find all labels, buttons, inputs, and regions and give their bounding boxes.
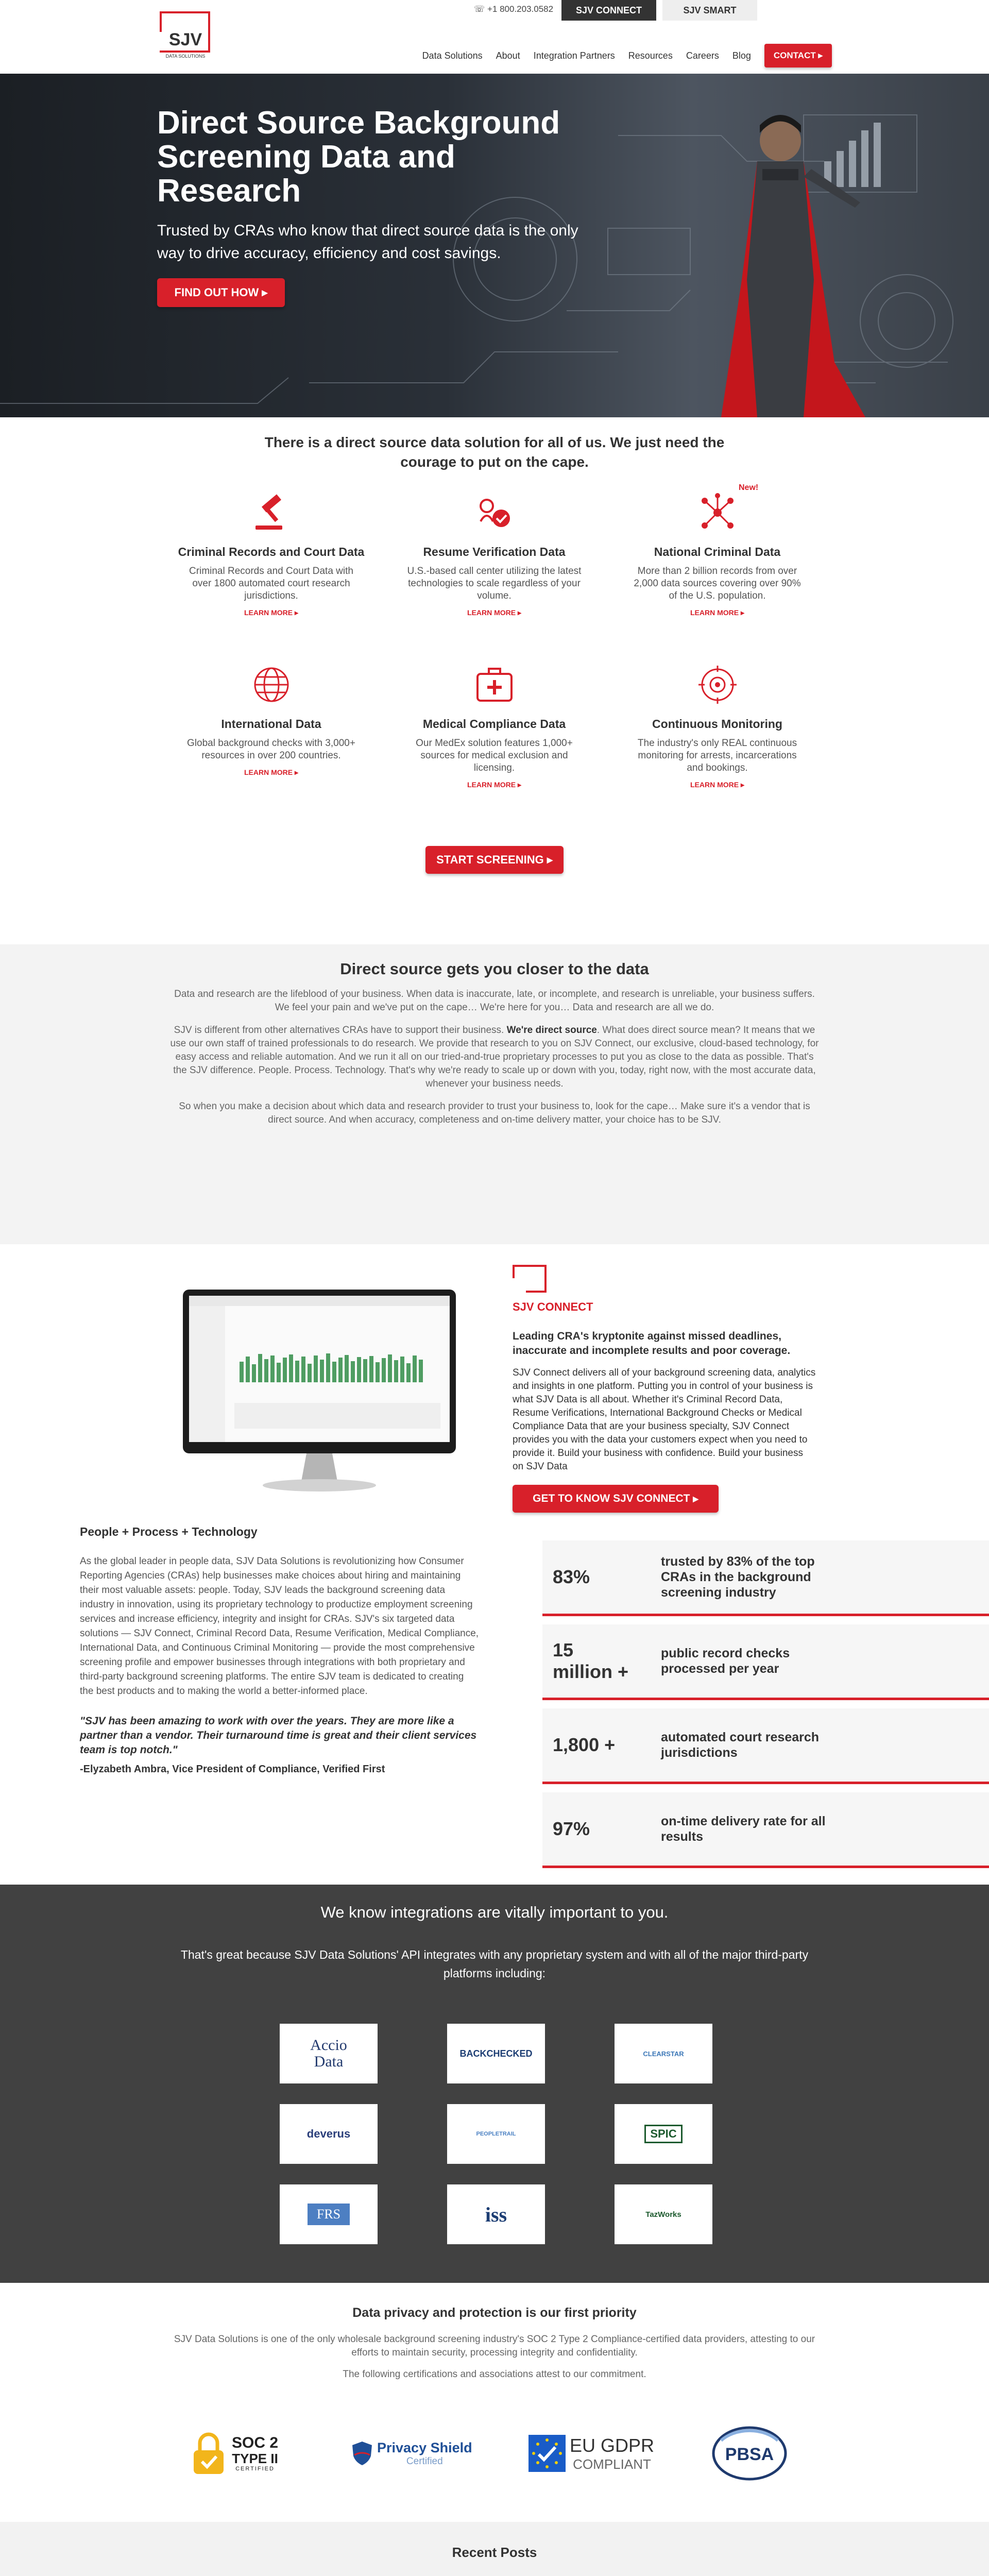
learn-more-link[interactable]: LEARN MORE ▸ [467,608,522,617]
testimonial-author: -Elyzabeth Ambra, Vice President of Compliance, Verified First [80,1764,385,1775]
stat-label: public record checks processed per year [661,1646,790,1676]
stat-label: on-time delivery rate for all results [661,1814,826,1844]
feature-title: Medical Compliance Data [422,717,566,731]
nav-about[interactable]: About [496,50,520,61]
stat-number: 83% [553,1566,590,1587]
nav-data-solutions[interactable]: Data Solutions [422,50,483,61]
stat-item [542,1792,989,1868]
sjv-connect-section [0,1244,989,1503]
top-bar [0,0,989,22]
start-screening-button[interactable]: START SCREENING ▸ [425,846,564,874]
paragraph: SJV is different from other alternatives CRAs have to support their business. We're direct source. What does direct source mean? It means that we use our own staff of trained professionals to do research. We provide that research to you on SJV Connect, our exclusive, cloud-based technology, for easy access and reliable automation. And we run it all on our tried-and-true proprietary processes to put you as close to the data as possible. That's the SJV difference. People. Process. Technology. That's why we're ready to scale up or down with you, today, right now, with the most accurate data, whenever your business needs. [170,1025,819,1089]
ppt-heading: People + Process + Technology [80,1525,258,1538]
sjv-connect-tab[interactable]: SJV CONNECT [561,0,656,21]
privacy-text: SJV Data Solutions is one of the only wholesale background screening industry's SOC 2 Type 2 Compliance-certified data providers, attesting to our efforts to maintain security, processing integrity and confidentiality. [174,2334,815,2358]
learn-more-link[interactable]: LEARN MORE ▸ [244,608,299,617]
stat-number: 97% [553,1818,590,1839]
integrations-heading: We know integrations are vitally important to you. [320,1903,669,1921]
header [0,22,989,74]
find-out-how-button[interactable]: FIND OUT HOW ▸ [157,278,285,307]
integrations-text: That's great because SJV Data Solutions' API integrates with any proprietary system and with all of the major third-party platforms including: [180,1948,809,1980]
partner-spic[interactable]: SPIC [615,2104,712,2164]
hero-content [157,106,579,307]
feature-national-criminal [606,483,829,630]
eu-gdpr-badge: EU GDPR COMPLIANT [528,2423,654,2484]
recent-posts-section [0,2522,989,2576]
feature-text: Our MedEx solution features 1,000+ sources for medical exclusion and licensing. [416,738,573,773]
feature-title: National Criminal Data [654,545,781,558]
stat-number: 15 million + [553,1639,629,1682]
privacy-heading: Data privacy and protection is our first priority [352,2306,637,2320]
logo-tagline: DATA SOLUTIONS [165,54,206,59]
phone-icon: ☏ [474,4,487,14]
stat-label: trusted by 83% of the top CRAs in the background screening industry [661,1554,815,1600]
svg-text:PBSA: PBSA [725,2445,774,2464]
partner-backchecked[interactable]: BACKCHECKED [447,2024,545,2083]
partner-clearstar[interactable]: CLEARSTAR [615,2024,712,2083]
feature-resume-verification [383,489,606,630]
stat-item [542,1540,989,1616]
monitoring-icon [694,662,741,708]
caret-right-icon: ▸ [293,768,299,776]
caret-right-icon: ▸ [543,853,553,866]
testimonial-quote: "SJV has been amazing to work with over the years. They are more like a partner than a vendor. Their turnaround time is great and their client services team is top notch." [80,1715,477,1756]
certifications-row [191,2423,788,2484]
feature-title: Continuous Monitoring [652,717,782,731]
partner-peopletrail[interactable]: PEOPLETRAIL [447,2104,545,2164]
eu-stars-icon [528,2435,566,2472]
nav-careers[interactable]: Careers [686,50,719,61]
feature-text: The industry's only REAL continuous monitoring for arrests, incarcerations and bookings. [637,738,797,773]
caret-right-icon: ▸ [516,781,522,789]
learn-more-link[interactable]: LEARN MORE ▸ [244,768,299,776]
sjv-smart-tab[interactable]: SJV SMART [662,0,757,21]
learn-more-link[interactable]: LEARN MORE ▸ [690,608,745,617]
stat-item [542,1708,989,1784]
lock-icon [191,2431,227,2476]
caret-right-icon: ▸ [516,608,522,617]
caret-right-icon: ▸ [293,608,299,617]
ppt-text: As the global leader in people data, SJV Data Solutions is revolutionizing how Consumer Reporting Agencies (CRAs) help businesses make choices about hiring and maintaining their most valuable assets: people. Today, SJV leads the background screening data industry in innovation, using its proprietary technology to productize employment screening services and increase efficiency, integrity and insight for CRAs. SJV's six targeted data solutions — SJV Connect, Criminal Record Data, Resume Verification, Medical Compliance, International Data, and Continuous Criminal Monitoring — provide the most comprehensive screening profile and empower businesses through integrations with both proprietary and third-party background screening platforms. The entire SJV team is dedicated to creating the best products and to making the world a better-informed place. [80,1556,479,1697]
hero-subtitle: Trusted by CRAs who know that direct source data is the only way to drive accuracy, efficiency and cost savings. [157,222,578,262]
monitor-screenshot [183,1290,456,1496]
shield-icon [351,2441,373,2466]
feature-continuous-monitoring [606,662,829,802]
caret-right-icon: ▸ [815,50,823,60]
feature-text: Criminal Records and Court Data with over 1800 automated court research jurisdictions. [189,566,353,601]
sjv-logo[interactable] [160,11,216,63]
soc2-badge: SOC 2 TYPE II CERTIFIED [191,2423,278,2484]
feature-medical-compliance [383,662,606,802]
network-icon [694,489,741,536]
sjv-connect-label: SJV CONNECT [513,1300,593,1313]
feature-title: Criminal Records and Court Data [178,545,365,558]
caret-right-icon: ▸ [690,1493,698,1505]
features-section [0,417,989,944]
partner-iss[interactable]: iss [447,2184,545,2244]
caret-right-icon: ▸ [259,286,268,299]
sjv-connect-text: SJV Connect delivers all of your background screening data, analytics and insights in one platform. Putting you in control of your business is what SJV Data is all about. Whether it's Criminal Record Data, Resume Verifications, International Background Checks or Medical Compliance Data that are your business specialty, SJV Connect provides you with the data your customers expect when you need to provide it. Build your business with confidence. Build your business on SJV Data [513,1367,816,1472]
main-nav [409,44,832,67]
feature-text: More than 2 billion records from over 2,000 data sources covering over 90% of the U.S. population. [634,566,801,601]
get-to-know-sjv-connect-button[interactable]: GET TO KNOW SJV CONNECT ▸ [513,1485,719,1513]
privacy-section [0,2283,989,2522]
feature-international [160,662,383,802]
gavel-icon [248,489,295,536]
logo-text: SJV [168,30,202,49]
paragraph: So when you make a decision about which data and research provider to trust your business to, look for the cape… Make sure it's a vendor that is direct source. And when accuracy, completeness and on-time delivery matter, your choice has to be SJV. [179,1101,810,1125]
partner-logo-grid [280,2024,712,2244]
stat-item [542,1624,989,1700]
section-heading: Direct source gets you closer to the data [340,960,649,978]
pbsa-badge [711,2423,788,2484]
hero-title: Direct Source Background Screening Data and Research [157,105,560,209]
sjv-connect-content [513,1265,816,1513]
sjv-connect-heading: Leading CRA's kryptonite against missed deadlines, inaccurate and incomplete results and poor coverage. [513,1330,791,1357]
integrations-section [0,1885,989,2283]
feature-criminal-records [160,489,383,630]
direct-source-section [0,944,989,1244]
ppt-content [80,1525,479,1775]
pbsa-logo [711,2425,788,2482]
sjv-connect-logo-icon [513,1265,547,1294]
features-grid [160,483,829,802]
feature-title: International Data [221,717,321,731]
partner-accio-data[interactable]: Accio Data [280,2024,378,2083]
recent-posts-heading: Recent Posts [452,2545,537,2560]
feature-title: Resume Verification Data [423,545,566,558]
privacy-text: The following certifications and associations attest to our commitment. [343,2369,646,2380]
nav-integration-partners[interactable]: Integration Partners [533,50,615,61]
paragraph: Data and research are the lifeblood of your business. When data is inaccurate, late, or incomplete, and research is unreliable, your business suffers. We feel your pain and we've put on the cape… We're here for you… Data and research are all we do. [174,989,815,1013]
caret-right-icon: ▸ [739,608,745,617]
resume-check-icon [471,489,518,536]
nav-blog[interactable]: Blog [732,50,751,61]
medical-kit-icon [471,662,518,708]
hero-section [0,74,989,417]
stat-number: 1,800 + [553,1734,616,1755]
new-badge: New! [739,483,759,492]
top-phone[interactable]: ☏ +1 800.203.0582 [474,4,554,14]
stat-label: automated court research jurisdictions [661,1730,820,1760]
partner-tazworks[interactable]: TazWorks [615,2184,712,2244]
people-process-technology-section [0,1503,989,1885]
feature-text: U.S.-based call center utilizing the latest technologies to scale regardless of your volume. [407,566,582,601]
features-heading: There is a direct source data solution for all of us. We just need the courage to put on the cape. [264,434,725,470]
caret-right-icon: ▸ [739,781,745,789]
nav-resources[interactable]: Resources [628,50,673,61]
stats-list [542,1540,989,1876]
learn-more-link[interactable]: LEARN MORE ▸ [690,781,745,789]
partner-deverus[interactable]: deverus [280,2104,378,2164]
globe-icon [248,662,295,708]
feature-text: Global background checks with 3,000+ resources in over 200 countries. [187,738,355,761]
partner-frs[interactable]: FRS [280,2184,378,2244]
privacy-shield-badge: Privacy Shield Certified [351,2423,472,2484]
contact-button[interactable]: CONTACT ▸ [764,44,832,67]
learn-more-link[interactable]: LEARN MORE ▸ [467,781,522,789]
